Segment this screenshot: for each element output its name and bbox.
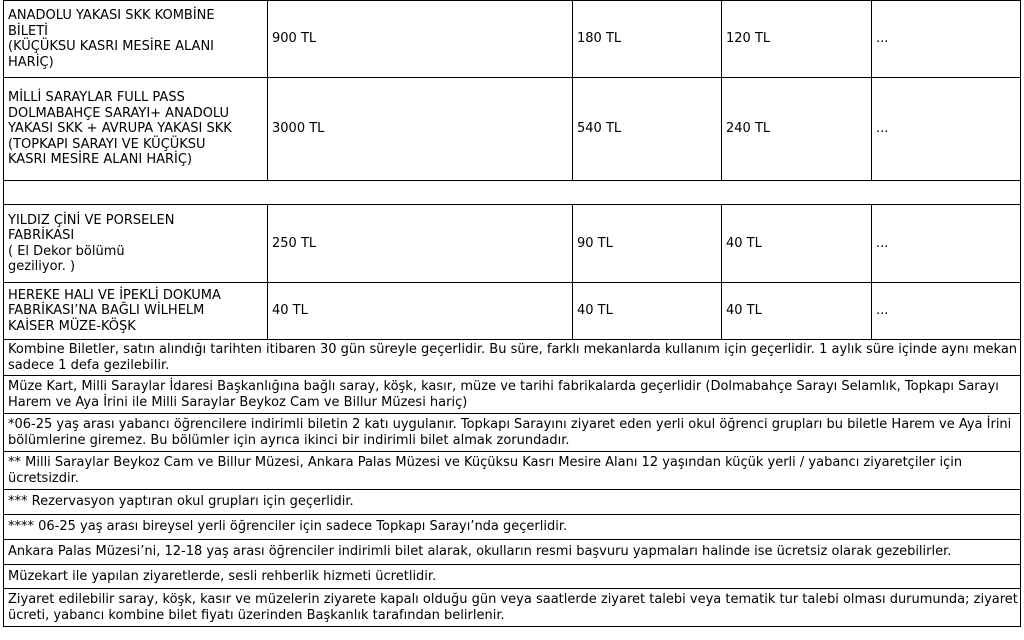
price-cell: ...: [872, 1, 1021, 78]
note-row: [4, 515, 1021, 540]
price-cell: 3000 TL: [268, 78, 573, 181]
note-text: Müze Kart, Milli Saraylar İdaresi Başkanlığına bağlı saray, köşk, kasır, müze ve tarihi fabrikalarda geçerlidir (Dolmabahçe Sarayı Selamlık, Topkapı Sarayı Harem ve Aya İrini ile Milli Saraylar Beykoz Cam ve Billur Müzesi hariç): [4, 376, 1021, 414]
note-text: Ankara Palas Müzesi’ni, 12-18 yaş arası öğrenciler indirimli bilet alarak, okulların resmi başvuru yapmaları halinde ise ücretsiz olarak gezebilirler.: [4, 540, 1021, 565]
table-row-spacer: [4, 181, 1021, 205]
price-cell: 120 TL: [722, 1, 872, 78]
note-text: **** 06-25 yaş arası bireysel yerli öğrenciler için sadece Topkapı Sarayı’nda geçerlidir.: [4, 515, 1021, 540]
price-cell: 180 TL: [573, 1, 722, 78]
note-row: [4, 340, 1021, 376]
note-text: *** Rezervasyon yaptıran okul grupları için geçerlidir.: [4, 490, 1021, 515]
table-row-anadolu-kombine: [4, 1, 1021, 78]
note-row: [4, 565, 1021, 589]
note-row: [4, 376, 1021, 414]
note-row: [4, 490, 1021, 515]
note-text: Ziyaret edilebilir saray, köşk, kasır ve müzelerin ziyarete kapalı olduğu gün veya saatlerde ziyaret talebi veya tematik tur talebi olması durumunda; ziyaret ücreti, yabancı kombine bilet fiyatı üzerinden Başkanlık tarafından belirlenir.: [4, 589, 1021, 627]
ticket-name: MİLLİ SARAYLAR FULL PASS DOLMABAHÇE SARAYI+ ANADOLU YAKASI SKK + AVRUPA YAKASI SKK (TOPKAPI SARAYI VE KÜÇÜKSU KASRI MESİRE ALANI HARİÇ): [4, 78, 268, 181]
empty-row: [4, 181, 1021, 205]
note-text: ** Milli Saraylar Beykoz Cam ve Billur Müzesi, Ankara Palas Müzesi ve Küçüksu Kasrı Mesire Alanı 12 yaşından küçük yerli / yabancı ziyaretçiler için ücretsizdir.: [4, 452, 1021, 490]
ticket-name: YILDIZ ÇİNİ VE PORSELEN FABRİKASI ( El Dekor bölümü geziliyor. ): [4, 205, 268, 283]
note-text: Müzekart ile yapılan ziyaretlerde, sesli rehberlik hizmeti ücretlidir.: [4, 565, 1021, 589]
ticket-name: ANADOLU YAKASI SKK KOMBİNE BİLETİ (KÜÇÜKSU KASRI MESİRE ALANI HARİÇ): [4, 1, 268, 78]
table-row-yildiz-cini: [4, 205, 1021, 283]
note-text: Kombine Biletler, satın alındığı tarihten itibaren 30 gün süreyle geçerlidir. Bu süre, farklı mekanlarda kullanım için geçerlidir. 1 aylık süre içinde aynı mekan sadece 1 defa gezilebilir.: [4, 340, 1021, 376]
price-cell: 40 TL: [722, 205, 872, 283]
price-cell: ...: [872, 78, 1021, 181]
note-row: [4, 452, 1021, 490]
price-cell: ...: [872, 283, 1021, 340]
price-cell: 540 TL: [573, 78, 722, 181]
note-row: [4, 414, 1021, 452]
price-cell: 900 TL: [268, 1, 573, 78]
price-cell: 90 TL: [573, 205, 722, 283]
ticket-name: HEREKE HALI VE İPEKLİ DOKUMA FABRİKASI’NA BAĞLI WİLHELM KAİSER MÜZE-KÖŞK: [4, 283, 268, 340]
note-text: *06-25 yaş arası yabancı öğrencilere indirimli biletin 2 katı uygulanır. Topkapı Sarayını ziyaret eden yerli okul öğrenci grupları bu biletle Harem ve Aya İrini bölümlerine giremez. Bu bölümler için ayrıca ikinci bir indirimli bilet almak zorundadır.: [4, 414, 1021, 452]
note-row: [4, 589, 1021, 627]
price-cell: 40 TL: [268, 283, 573, 340]
table-row-full-pass: [4, 78, 1021, 181]
ticket-price-table-container: [3, 0, 1020, 638]
price-cell: 240 TL: [722, 78, 872, 181]
ticket-price-table: [3, 0, 1021, 627]
price-cell: 40 TL: [573, 283, 722, 340]
price-cell: 40 TL: [722, 283, 872, 340]
price-cell: 250 TL: [268, 205, 573, 283]
price-cell: ...: [872, 205, 1021, 283]
note-row: [4, 540, 1021, 565]
table-row-hereke: [4, 283, 1021, 340]
